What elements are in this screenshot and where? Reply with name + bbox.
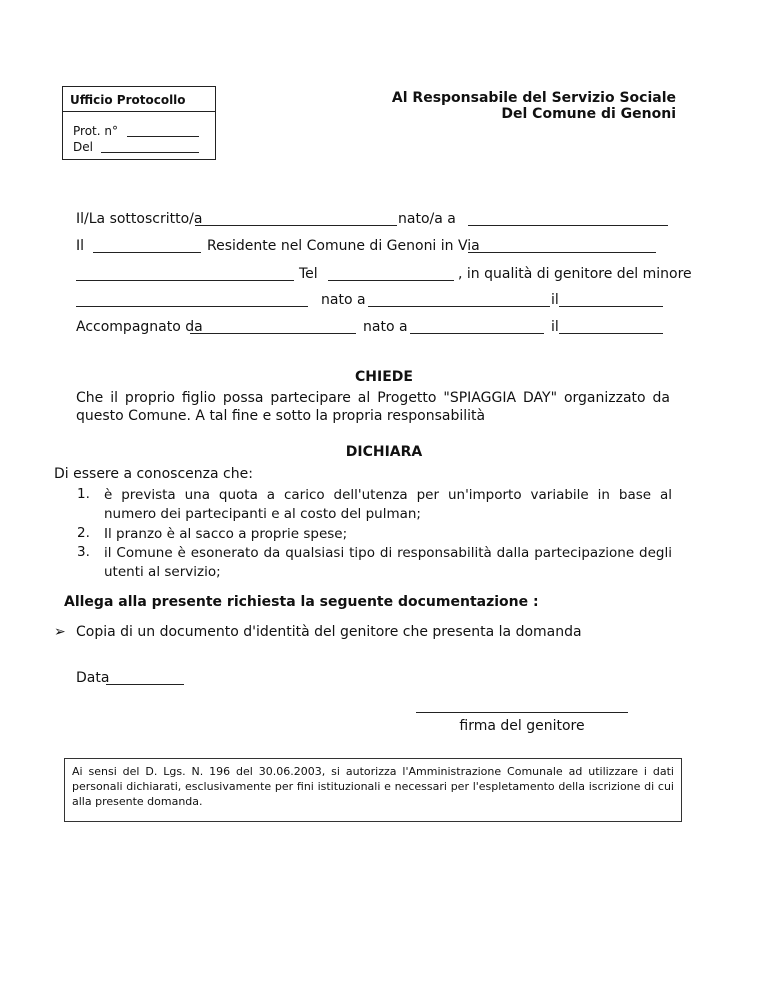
allega-heading: Allega alla presente richiesta la seguente documentazione : xyxy=(64,594,539,610)
tel-label: Tel xyxy=(299,266,318,282)
privacy-notice-box xyxy=(64,758,682,822)
minor-il-line[interactable] xyxy=(559,306,663,307)
data-label: Data xyxy=(76,670,110,686)
acc-nato-a-line[interactable] xyxy=(410,333,544,334)
recipient-line2: Del Comune di Genoni xyxy=(501,106,676,122)
prot-date-label: Del xyxy=(73,140,93,154)
accompagnato-line[interactable] xyxy=(190,333,356,334)
prot-number-label: Prot. n° xyxy=(73,124,118,138)
minor-nato-a-label: nato a xyxy=(321,292,366,308)
list-item-num: 3. xyxy=(77,544,90,560)
accompagnato-label: Accompagnato da xyxy=(76,319,203,335)
signature-line[interactable] xyxy=(416,712,628,713)
protocol-box xyxy=(62,86,216,160)
acc-il-label: il xyxy=(551,319,559,335)
nato-a-label: nato/a a xyxy=(398,211,456,227)
minor-name-line[interactable] xyxy=(76,306,308,307)
qualita-label: , in qualità di genitore del minore xyxy=(458,266,692,282)
data-line[interactable] xyxy=(106,684,184,685)
il-line[interactable] xyxy=(93,252,201,253)
allega-item: Copia di un documento d'identità del genitore che presenta la domanda xyxy=(76,624,582,640)
list-item: è prevista una quota a carico dell'utenza per un'importo variabile in base al numero dei partecipanti e al costo del pulman; xyxy=(104,487,672,522)
sottoscritto-label: Il/La sottoscritto/a xyxy=(76,211,203,227)
residente-label: Residente nel Comune di Genoni in Via xyxy=(207,238,480,254)
privacy-text: Ai sensi del D. Lgs. N. 196 del 30.06.2003, si autorizza l'Amministrazione Comunale ad utilizzare i dati personali dichiarati, esclusivamente per fini istituzionali e necessari per l'espletamento della iscrizione di cui alla presente domanda. xyxy=(72,765,674,808)
nato-a-line[interactable] xyxy=(468,225,668,226)
sottoscritto-line[interactable] xyxy=(195,225,397,226)
acc-nato-a-label: nato a xyxy=(363,319,408,335)
list-item-num: 1. xyxy=(77,486,90,502)
list-item: il Comune è esonerato da qualsiasi tipo di responsabilità dalla partecipazione degli utenti al servizio; xyxy=(104,545,672,580)
address-line[interactable] xyxy=(76,280,294,281)
minor-nato-a-line[interactable] xyxy=(368,306,550,307)
firma-label: firma del genitore xyxy=(459,718,585,734)
chiede-text: Che il proprio figlio possa partecipare al Progetto "SPIAGGIA DAY" organizzato da questo Comune. A tal fine e sotto la propria responsabilità xyxy=(76,390,670,424)
dichiara-heading: DICHIARA xyxy=(345,444,423,460)
list-item: Il pranzo è al sacco a proprie spese; xyxy=(104,526,348,542)
chiede-heading: CHIEDE xyxy=(355,369,413,385)
list-item-num: 2. xyxy=(77,525,90,541)
prot-date-line[interactable] xyxy=(101,152,199,153)
protocol-title: Ufficio Protocollo xyxy=(70,93,186,107)
arrow-bullet-icon: ➢ xyxy=(54,624,66,640)
tel-line[interactable] xyxy=(328,280,454,281)
recipient-line1: Al Responsabile del Servizio Sociale xyxy=(391,90,676,106)
prot-number-line[interactable] xyxy=(127,136,199,137)
dichiara-intro: Di essere a conoscenza che: xyxy=(54,466,253,482)
minor-il-label: il xyxy=(551,292,559,308)
via-line[interactable] xyxy=(468,252,656,253)
il-label: Il xyxy=(76,238,85,254)
acc-il-line[interactable] xyxy=(559,333,663,334)
